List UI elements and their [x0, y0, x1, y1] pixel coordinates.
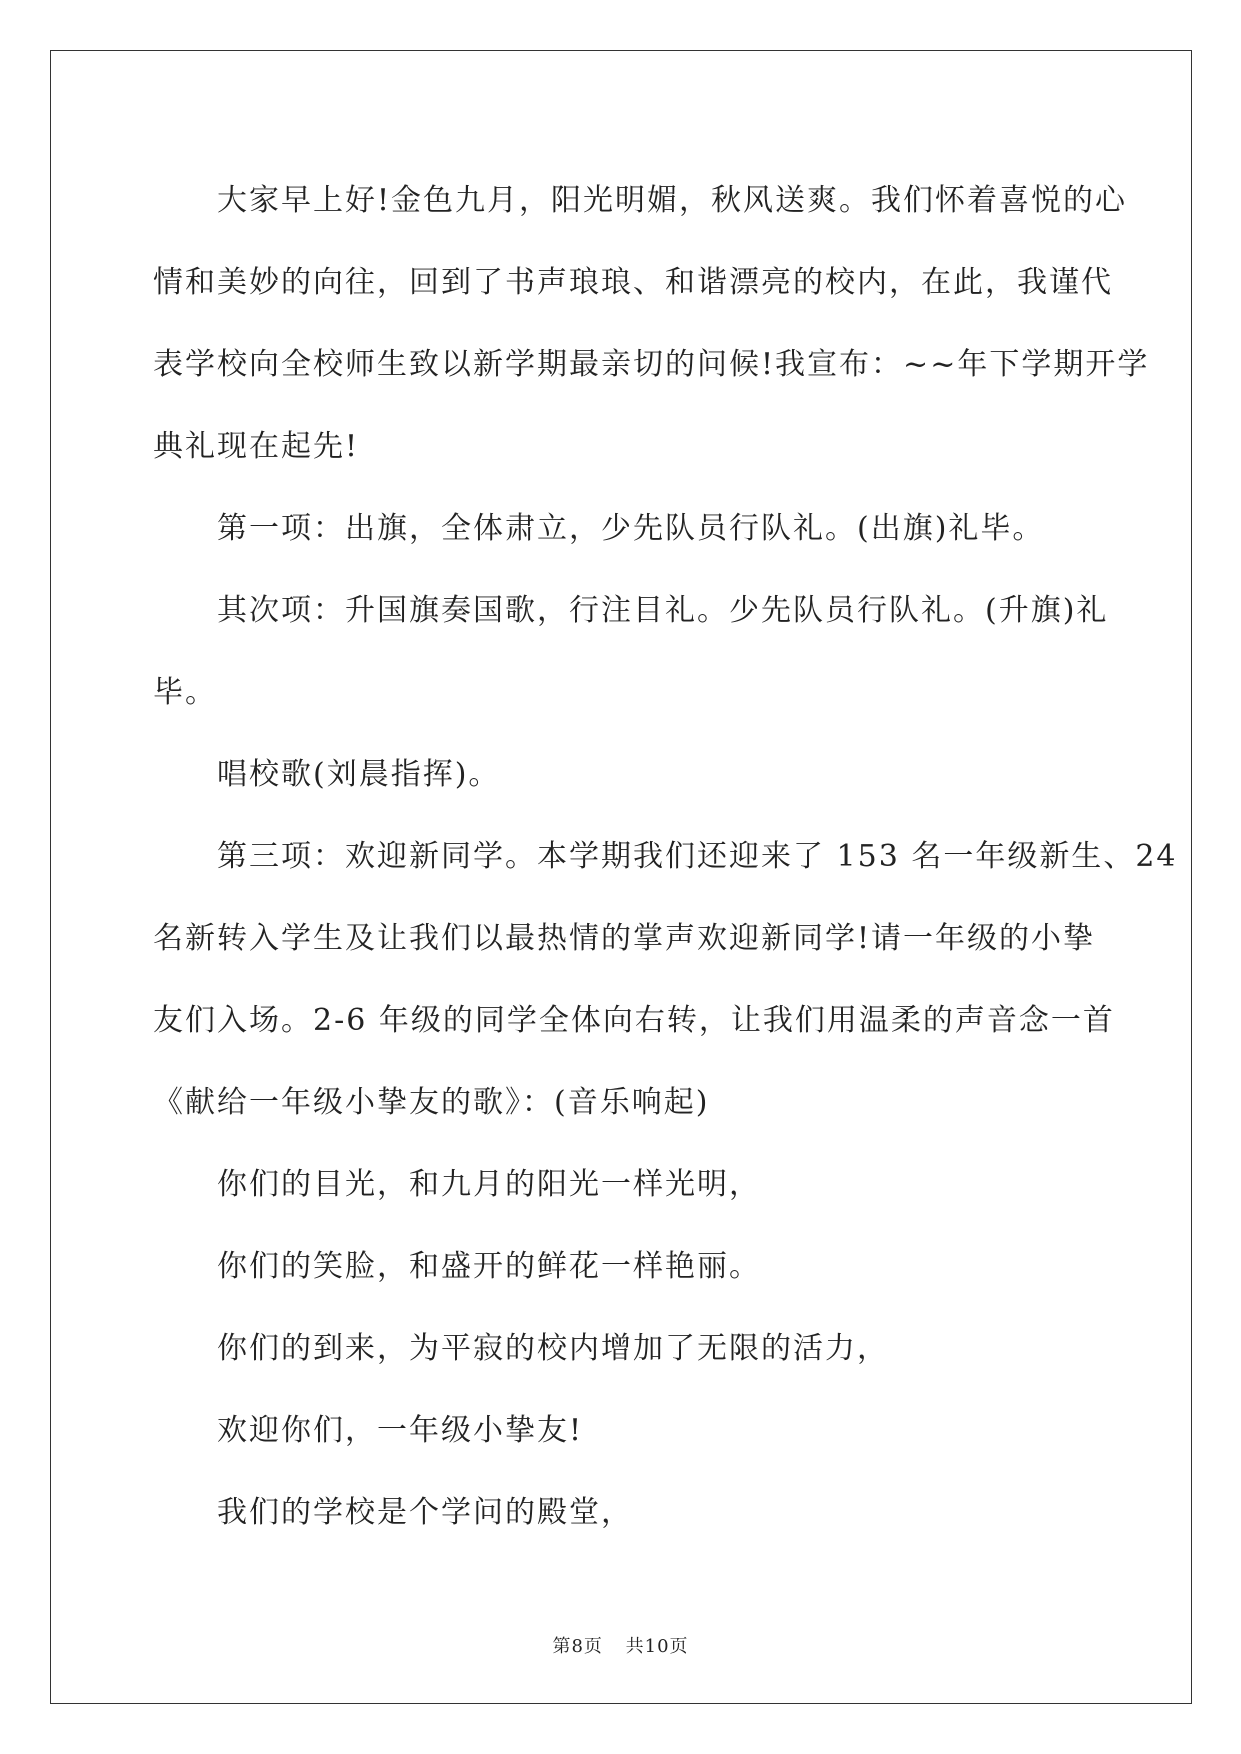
text-line: 典礼现在起先!: [153, 429, 360, 464]
text-line: 毕。: [153, 675, 217, 710]
text-line: 唱校歌(刘晨指挥)。: [217, 757, 501, 792]
text-line: 欢迎你们，一年级小挚友!: [217, 1413, 584, 1448]
text-line: 情和美妙的向往，回到了书声琅琅、和谐漂亮的校内，在此，我谨代: [153, 265, 1113, 300]
text-line: 《献给一年级小挚友的歌》：(音乐响起): [153, 1085, 710, 1120]
text-line: 其次项：升国旗奏国歌，行注目礼。少先队员行队礼。(升旗)礼: [217, 593, 1109, 628]
total-pages: 共10页: [625, 1636, 689, 1657]
text-line: 你们的笑脸，和盛开的鲜花一样艳丽。: [217, 1249, 761, 1284]
text-line: 你们的到来，为平寂的校内增加了无限的活力，: [217, 1331, 889, 1366]
text-line: 友们入场。2-6 年级的同学全体向右转，让我们用温柔的声音念一首: [153, 1003, 1115, 1038]
document-body: [153, 160, 1178, 1554]
page-footer: [0, 1632, 1241, 1658]
current-page-number: 第8页: [552, 1636, 603, 1657]
text-line: 大家早上好!金色九月，阳光明媚，秋风送爽。我们怀着喜悦的心: [217, 183, 1128, 218]
text-line: 我们的学校是个学问的殿堂，: [217, 1495, 633, 1530]
text-line: 第三项：欢迎新同学。本学期我们还迎来了 153 名一年级新生、24: [217, 839, 1178, 874]
text-line: 第一项：出旗，全体肃立，少先队员行队礼。(出旗)礼毕。: [217, 511, 1045, 546]
text-line: 你们的目光，和九月的阳光一样光明，: [217, 1167, 761, 1202]
text-line: 名新转入学生及让我们以最热情的掌声欢迎新同学!请一年级的小挚: [153, 921, 1096, 956]
text-line: 表学校向全校师生致以新学期最亲切的问候!我宣布：~~年下学期开学: [153, 347, 1150, 382]
